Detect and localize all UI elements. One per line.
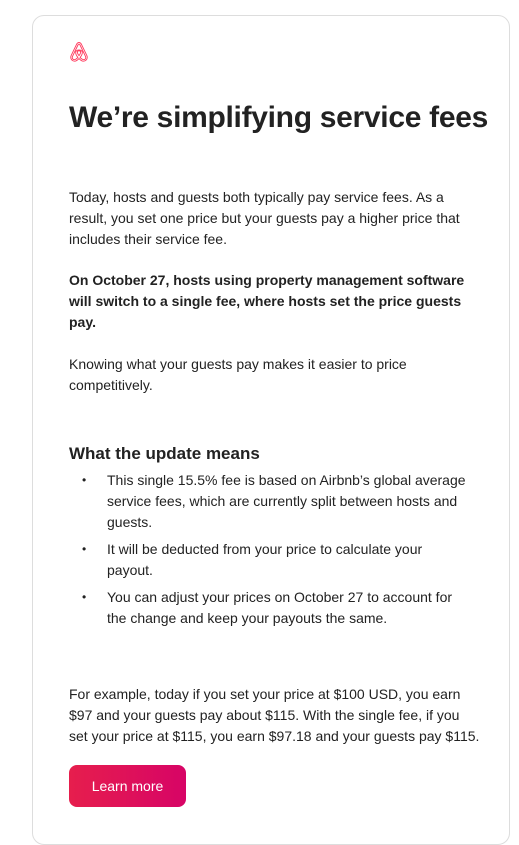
bullet-dot-icon: •	[82, 473, 87, 487]
update-bullet-list	[69, 470, 469, 635]
airbnb-logo-icon	[67, 40, 91, 64]
intro-paragraph: Today, hosts and guests both typically pay service fees. As a result, you set one price but your guests pay a higher price that includes their service fee.	[69, 189, 460, 247]
email-title: We’re simplifying service fees	[69, 101, 488, 134]
section-heading: What the update means	[69, 444, 260, 463]
benefit-paragraph: Knowing what your guests pay makes it easier to price competitively.	[69, 356, 407, 393]
highlight-paragraph: On October 27, hosts using property management software will switch to a single fee, where hosts set the price guests pay.	[69, 272, 465, 330]
list-item	[69, 470, 469, 533]
list-item	[69, 539, 469, 581]
example-paragraph: For example, today if you set your price at $100 USD, you earn $97 and your guests pay about $115. With the single fee, if you set your price at $115, you earn $97.18 and your guests pay $115.	[69, 686, 480, 744]
learn-more-button[interactable]: Learn more	[69, 765, 186, 807]
bullet-text: This single 15.5% fee is based on Airbnb’s global average service fees, which are currently split between hosts and guests.	[107, 472, 466, 530]
list-item	[69, 587, 469, 629]
bullet-dot-icon: •	[82, 590, 87, 604]
bullet-dot-icon: •	[82, 542, 87, 556]
bullet-text: You can adjust your prices on October 27 to account for the change and keep your payouts the same.	[107, 589, 453, 626]
bullet-text: It will be deducted from your price to calculate your payout.	[107, 541, 423, 578]
